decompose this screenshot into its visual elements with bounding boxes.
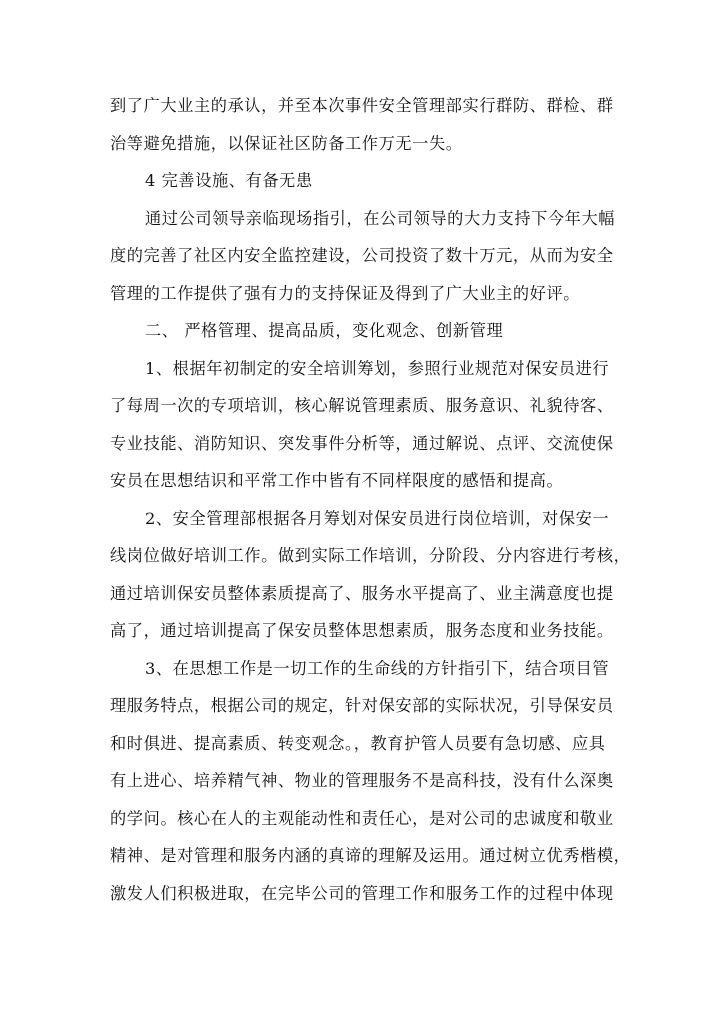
text-line-15: 高了，通过培训提高了保安员整体思想素质，服务态度和业务技能。 xyxy=(110,621,614,640)
text-line-18: 和时俱进、提高素质、转变观念。，教育护管人员要有急切感、应具 xyxy=(110,734,606,753)
section-heading-4: 4 完善设施、有备无患 xyxy=(145,171,313,190)
text-line-17: 理服务特点，根据公司的规定，针对保安部的实际状况，引导保安员 xyxy=(110,696,614,715)
text-line-22: 激发人们积极进取，在完毕公司的管理工作和服务工作的过程中体现 xyxy=(110,884,614,903)
section-heading-2: 二、 严格管理、提高品质，变化观念、创新管理 xyxy=(145,321,504,340)
text-line-1: 到了广大业主的承认，并至本次事件安全管理部实行群防、群检、群 xyxy=(110,96,614,115)
text-line-8: 1、根据年初制定的安全培训筹划，参照行业规范对保安员进行 xyxy=(145,359,610,378)
text-line-12: 2、安全管理部根据各月筹划对保安员进行岗位培训，对保安一 xyxy=(145,509,610,528)
text-line-20: 的学问。核心在人的主观能动性和责任心，是对公司的忠诚度和敬业 xyxy=(110,809,614,828)
text-line-16: 3、在思想工作是一切工作的生命线的方针指引下，结合项目管 xyxy=(145,659,610,678)
text-line-9: 了每周一次的专项培训，核心解说管理素质、服务意识、礼貌待客、 xyxy=(110,396,614,415)
text-line-10: 专业技能、消防知识、突发事件分析等，通过解说、点评、交流使保 xyxy=(110,434,614,453)
text-line-19: 有上进心、培养精气神、物业的管理服务不是高科技，没有什么深奥 xyxy=(110,771,614,790)
text-line-14: 通过培训保安员整体素质提高了、服务水平提高了、业主满意度也提 xyxy=(110,584,614,603)
text-line-11: 安员在思想结识和平常工作中皆有不同样限度的感悟和提高。 xyxy=(110,471,564,490)
text-line-13: 线岗位做好培训工作。做到实际工作培训，分阶段、分内容进行考核， xyxy=(110,546,631,565)
text-line-5: 度的完善了社区内安全监控建设，公司投资了数十万元，从而为安全 xyxy=(110,246,614,265)
text-line-4: 通过公司领导亲临现场指引，在公司领导的大力支持下今年大幅 xyxy=(145,209,616,228)
text-line-6: 管理的工作提供了强有力的支持保证及得到了广大业主的好评。 xyxy=(110,284,581,303)
text-line-2: 治等避免措施，以保证社区防备工作万无一失。 xyxy=(110,134,463,153)
text-line-21: 精神、是对管理和服务内涵的真谛的理解及运用。通过树立优秀楷模， xyxy=(110,846,631,865)
